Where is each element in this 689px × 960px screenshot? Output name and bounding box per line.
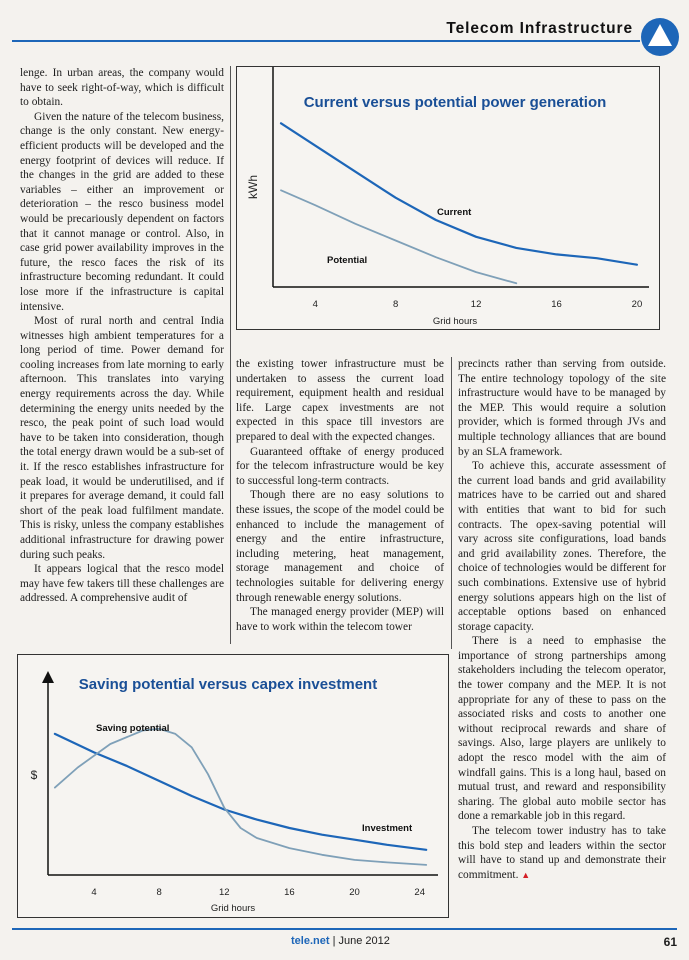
paragraph: lenge. In urban areas, the company would have to seek right-of-way, which is difficult to obtain. (20, 67, 224, 109)
x-tick-label: 24 (414, 887, 426, 898)
x-tick-label: 16 (284, 887, 295, 898)
publication-name: tele.net (291, 935, 330, 947)
series-label-current: Current (437, 207, 472, 218)
chart-saving-vs-capex (17, 654, 449, 918)
issue-date: June 2012 (338, 935, 390, 947)
paragraph: the existing tower infrastructure must be undertaken to assess the current load requirement, equipment health and residual life. Large capex investments are not expected in this space till investors are prepared to deal with the expected changes. (236, 358, 444, 443)
y-axis-label: kWh (246, 175, 260, 199)
paragraph: Given the nature of the telecom business, change is the only constant. New energy-efficient products will be developed and the energy footprint of devices will reduce. If the changes in the grid are added to these variables – either an improvement or deterioration – the resco business model would be precariously dependent on factors that it cannot manage or control. Also, in case grid power availability improves in the future, the resco faces the risk of its infrastructure becoming redundant. It could lose more if the infrastructure is capital intensive. (20, 110, 224, 313)
end-of-article-icon: ▲ (521, 869, 531, 880)
x-tick-label: 12 (470, 299, 482, 310)
x-tick-label: 8 (393, 299, 399, 310)
y-axis-label: $ (30, 768, 38, 782)
column-divider (451, 357, 452, 649)
paragraph: There is a need to emphasise the importance of strong partnerships among stakeholders including the telecom operator, the tower company and the MEP. It is not appropriate for any of these to pass on the associated risks and costs to another one without reciprocal rewards and share of savings. Also, large players are unlikely to adopt the resco model with the aim of windfall gains. This is a long haul, based on mutual trust, and reward and responsibility sharing. The global auto mobile sector has done a remarkable job in this regard. (458, 635, 666, 823)
x-axis-label: Grid hours (210, 903, 256, 914)
chart-title: Saving potential versus capex investment (78, 676, 378, 693)
series-label-potential: Potential (327, 255, 368, 266)
article-column-right (458, 357, 666, 882)
paragraph: Though there are no easy solutions to these issues, the scope of the model could be enhanced to include the management of energy and the entire infrastructure, including metering, heat management, storage management and choice of technologies suitable for delivering energy through renewable energy solutions. (236, 489, 444, 604)
paragraph: To achieve this, accurate assessment of the current load bands and grid availability matrices have to be carried out and shared with entities that want to bid for such contracts. The opex-saving potential will vary across site configurations, load bands and grid availability zones. Therefore, the choice of technologies would be different for such combinations. Extensive use of hybrid energy solutions appears high on the list of acceptable options based on enhanced storage capacity. (458, 460, 666, 633)
page-number: 61 (663, 935, 677, 949)
publication-line (291, 935, 390, 947)
series-line-current (281, 123, 637, 264)
header-rule (12, 40, 640, 42)
paragraph: Most of rural north and central India witnesses high ambient temperatures for a long period of time. Power demand for cooling increases from late morning to early afternoon. This translates into varying energy requirements across the day. While determining the energy units needed by the resco, the peak point of such load would have to be taken into consideration, though the total energy drawn would be a sub-set of it. If the resco establishes infrastructure for peak load, it would be underutilised, and if it prepares for average demand, it could fall short of the peak load fulfilment mandate. This is risky, unless the company establishes additional infrastructure for drawing power during such peaks. (20, 315, 224, 561)
series-label-investment: Investment (362, 823, 413, 834)
paragraph: Guaranteed offtake of energy produced for the telecom infrastructure would be key to successful long-term contracts. (236, 445, 444, 487)
chart-title: Current versus potential power generation (303, 94, 607, 111)
chart-current-vs-potential (236, 66, 660, 330)
article-column-left (20, 66, 224, 606)
footer-separator: | (329, 935, 339, 947)
series-label-saving-potential: Saving potential (96, 723, 170, 734)
chart-saving-vs-capex-svg (18, 655, 448, 917)
paragraph: The managed energy provider (MEP) will have to work within the telecom tower (236, 606, 444, 633)
paragraph: precincts rather than serving from outside. The entire technology topology of the site infrastructure would have to be managed by the MEP. This would require a solution provider, which is formed through JVs and multiple technology alliances that are bound by an SLA framework. (458, 358, 666, 458)
x-tick-label: 4 (91, 887, 97, 898)
chart-current-vs-potential-svg (237, 67, 659, 329)
series-line-saving-potential (55, 729, 426, 865)
x-tick-label: 20 (631, 299, 643, 310)
x-axis-label: Grid hours (432, 316, 478, 327)
x-tick-label: 4 (312, 299, 318, 310)
x-tick-label: 20 (349, 887, 360, 898)
triangle-logo-icon (641, 18, 679, 56)
column-divider (230, 66, 231, 644)
paragraph: The telecom tower industry has to take this bold step and leaders within the sector will have to stand up and demonstrate their commitment. (458, 825, 666, 881)
article-column-middle (236, 357, 444, 634)
x-tick-label: 16 (551, 299, 562, 310)
paragraph: It appears logical that the resco model may have few takers till these challenges are addressed. A comprehensive audit of (20, 563, 224, 605)
x-tick-label: 8 (156, 887, 162, 898)
footer-rule (12, 928, 677, 930)
section-title: Telecom Infrastructure (446, 20, 633, 37)
series-line-potential (281, 190, 516, 283)
x-tick-label: 12 (218, 887, 230, 898)
